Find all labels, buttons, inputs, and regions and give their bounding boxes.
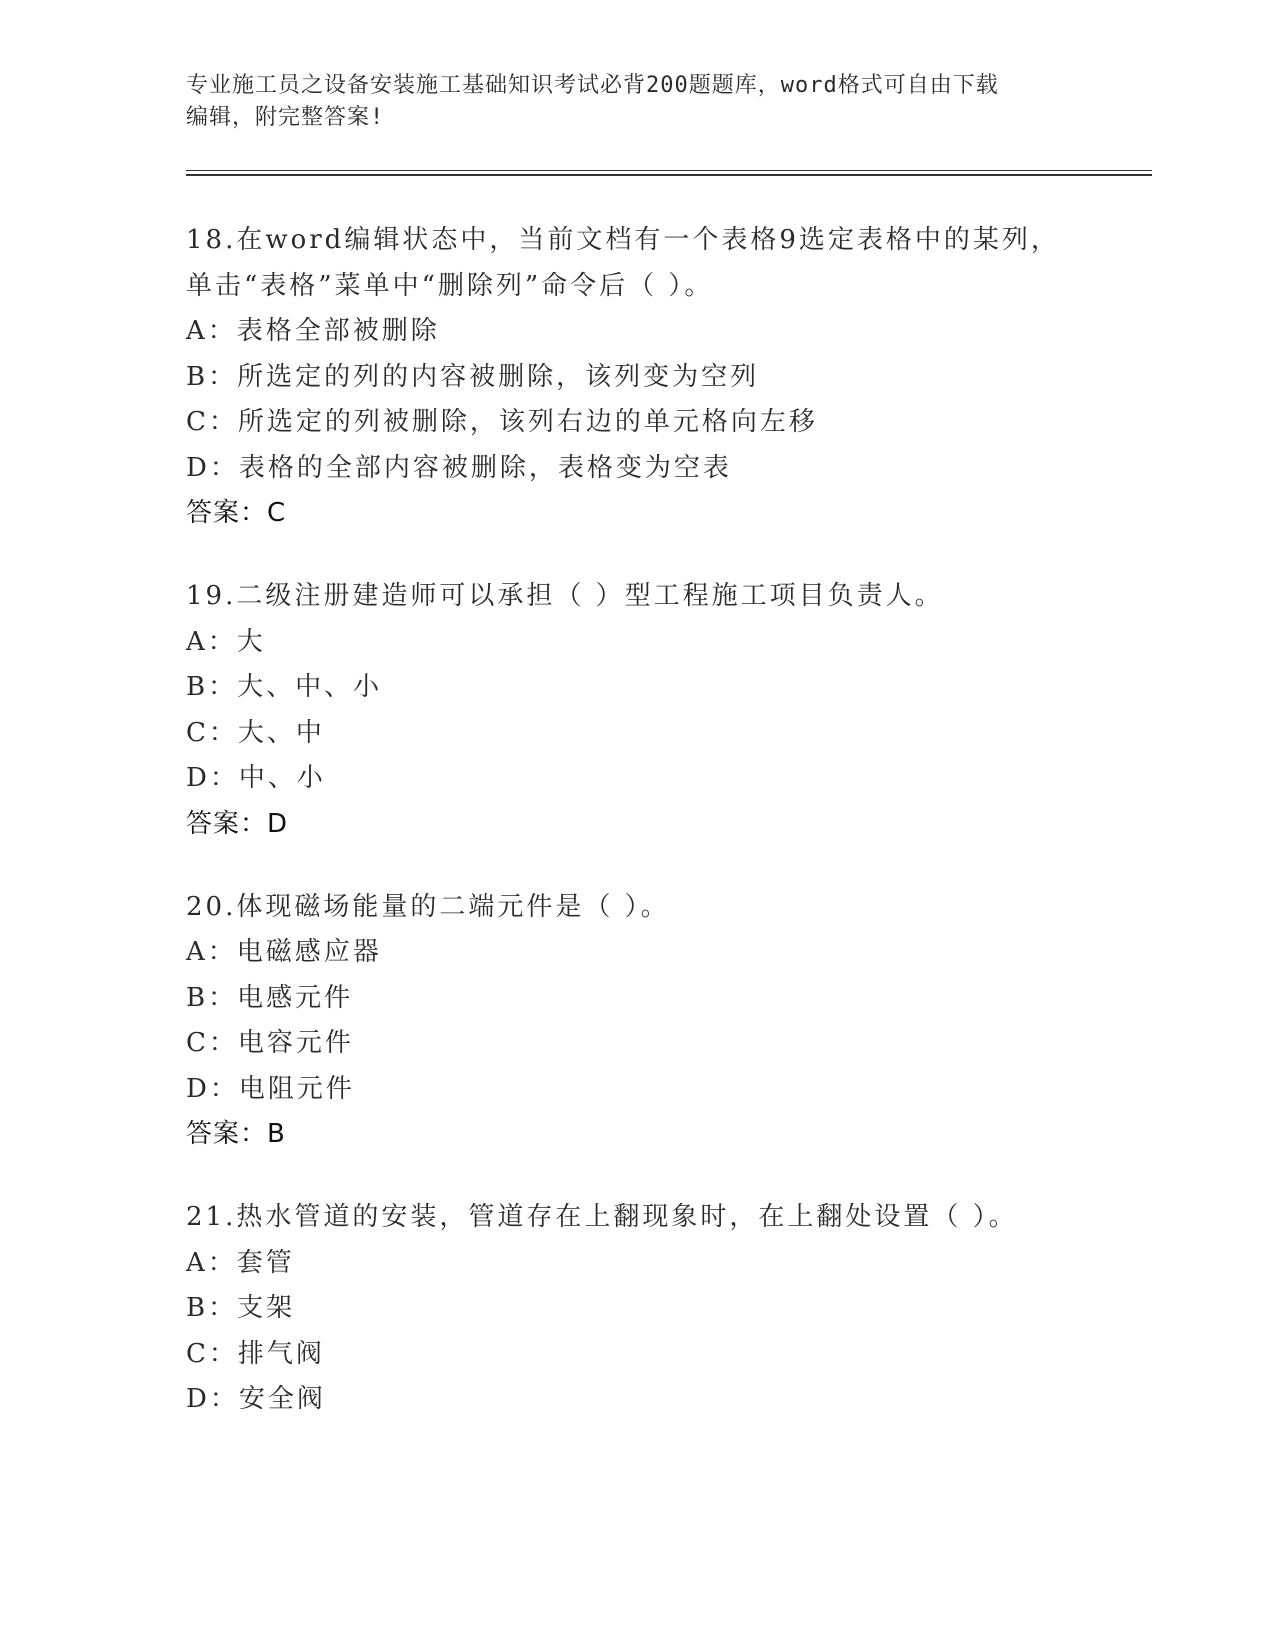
- question-stem: 19.二级注册建造师可以承担（ ）型工程施工项目负责人。: [186, 581, 944, 611]
- question-list: [186, 218, 1156, 1423]
- option-a: A：套管: [186, 1247, 295, 1278]
- option-c: C：大、中: [186, 717, 325, 748]
- answer-label: 答案：B: [186, 1119, 286, 1149]
- question-stem: 20.体现磁场能量的二端元件是（ ）。: [186, 891, 670, 922]
- option-b: B：所选定的列的内容被删除，该列变为空列: [186, 361, 760, 392]
- answer-label: 答案：D: [186, 808, 289, 839]
- option-b: B：支架: [186, 1293, 296, 1323]
- question-20: [186, 885, 1156, 1158]
- question-stem-cont: 单击“表格”菜单中“删除列”命令后（ ）。: [186, 270, 714, 301]
- option-d: D：中、小: [186, 763, 326, 793]
- header-line-2: 编辑，附完整答案!: [186, 105, 385, 130]
- option-c: C：排气阀: [186, 1338, 325, 1369]
- option-b: B：电感元件: [186, 982, 354, 1013]
- option-a: A：表格全部被删除: [186, 316, 440, 346]
- option-d: D：表格的全部内容被删除，表格变为空表: [186, 452, 732, 483]
- header-divider: [186, 170, 1152, 176]
- option-a: A：大: [186, 626, 266, 657]
- option-b: B：大、中、小: [186, 672, 383, 702]
- option-a: A：电磁感应器: [186, 937, 382, 967]
- option-c: C：所选定的列被删除，该列右边的单元格向左移: [186, 407, 818, 437]
- question-stem: 21.热水管道的安装，管道存在上翻现象时，在上翻处设置（ ）。: [186, 1202, 1018, 1232]
- question-18: [186, 218, 1156, 536]
- question-21: [186, 1195, 1156, 1423]
- document-header: [186, 70, 1156, 134]
- option-d: D：安全阀: [186, 1384, 326, 1414]
- header-line-1: 专业施工员之设备安装施工基础知识考试必背200题题库，word格式可自由下载: [186, 73, 999, 98]
- document-page: [186, 70, 1156, 1461]
- question-19: [186, 574, 1156, 847]
- option-d: D：电阻元件: [186, 1073, 355, 1104]
- option-c: C：电容元件: [186, 1028, 354, 1058]
- answer-label: 答案：C: [186, 498, 287, 528]
- question-stem: 18.在word编辑状态中，当前文档有一个表格9选定表格中的某列，: [186, 225, 1060, 255]
